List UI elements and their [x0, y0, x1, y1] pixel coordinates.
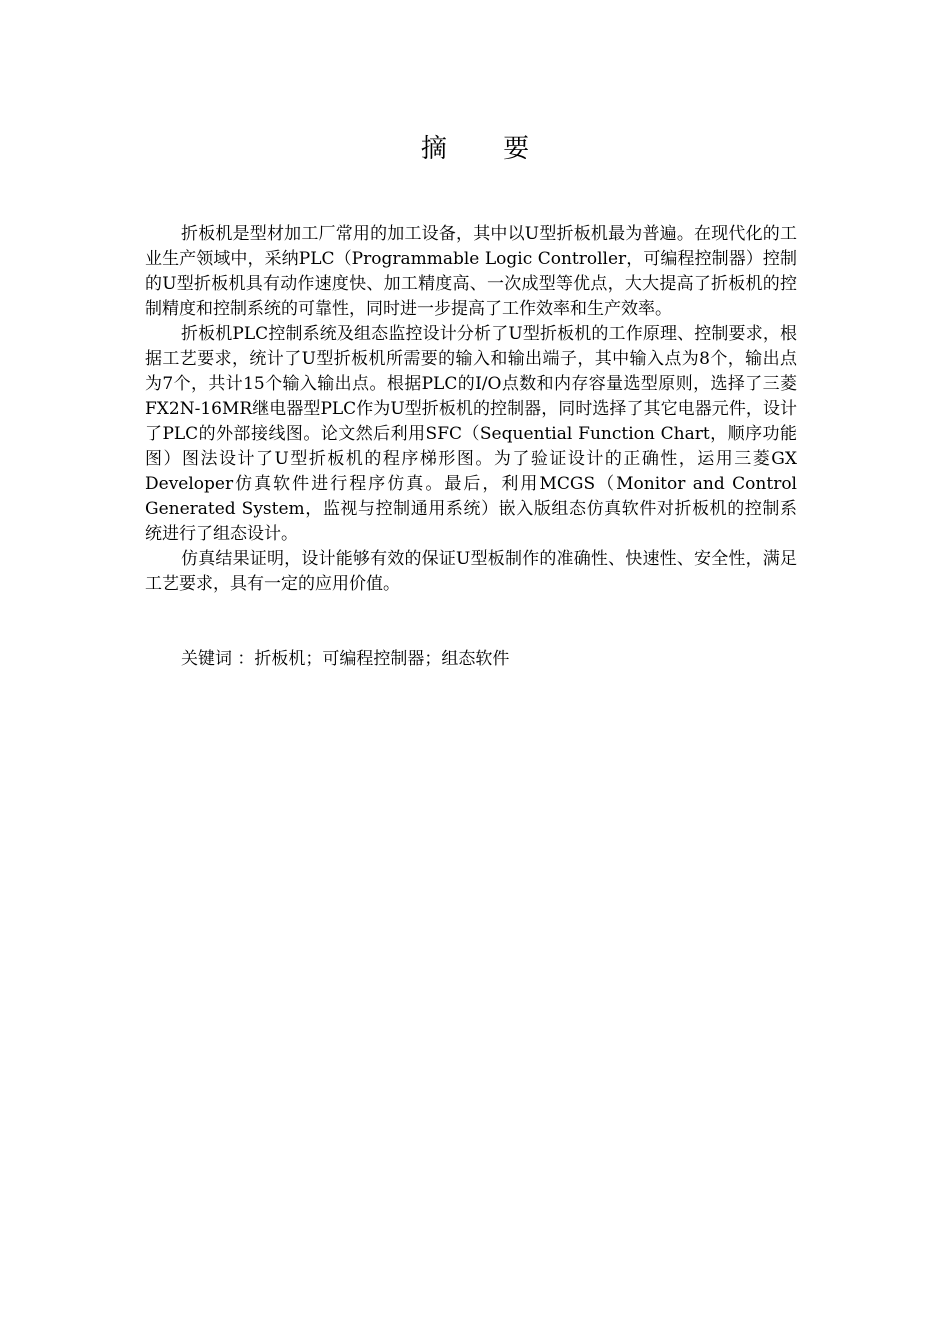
abstract-body — [145, 222, 797, 597]
abstract-paragraph-2: 折板机PLC控制系统及组态监控设计分析了U型折板机的工作原理、控制要求，根据工艺要求，统计了U型折板机所需要的输入和输出端子，其中输入点为8个，输出点为7个，共计15个输入输出点。根据PLC的I/O点数和内存容量选型原则，选择了三菱FX2N-16MR继电器型PLC作为U型折板机的控制器，同时选择了其它电器元件，设计了PLC的外部接线图。论文然后利用SFC（Sequential Function Chart，顺序功能图）图法设计了U型折板机的程序梯形图。为了验证设计的正确性，运用三菱GX Developer仿真软件进行程序仿真。最后，利用MCGS（Monitor and Control Generated System，监视与控制通用系统）嵌入版组态仿真软件对折板机的控制系统进行了组态设计。 — [145, 324, 797, 544]
abstract-paragraph-1: 折板机是型材加工厂常用的加工设备，其中以U型折板机最为普遍。在现代化的工业生产领域中，采纳PLC（Programmable Logic Controller，可编程控制器）控制的U型折板机具有动作速度快、加工精度高、一次成型等优点，大大提高了折板机的控制精度和控制系统的可靠性，同时进一步提高了工作效率和生产效率。 — [145, 224, 797, 319]
keywords-line: 关键词 ：折板机；可编程控制器；组态软件 — [181, 649, 510, 669]
abstract-paragraph-3: 仿真结果证明，设计能够有效的保证U型板制作的准确性、快速性、安全性，满足工艺要求，具有一定的应用价值。 — [145, 549, 797, 594]
abstract-title: 摘 要 — [420, 134, 554, 164]
